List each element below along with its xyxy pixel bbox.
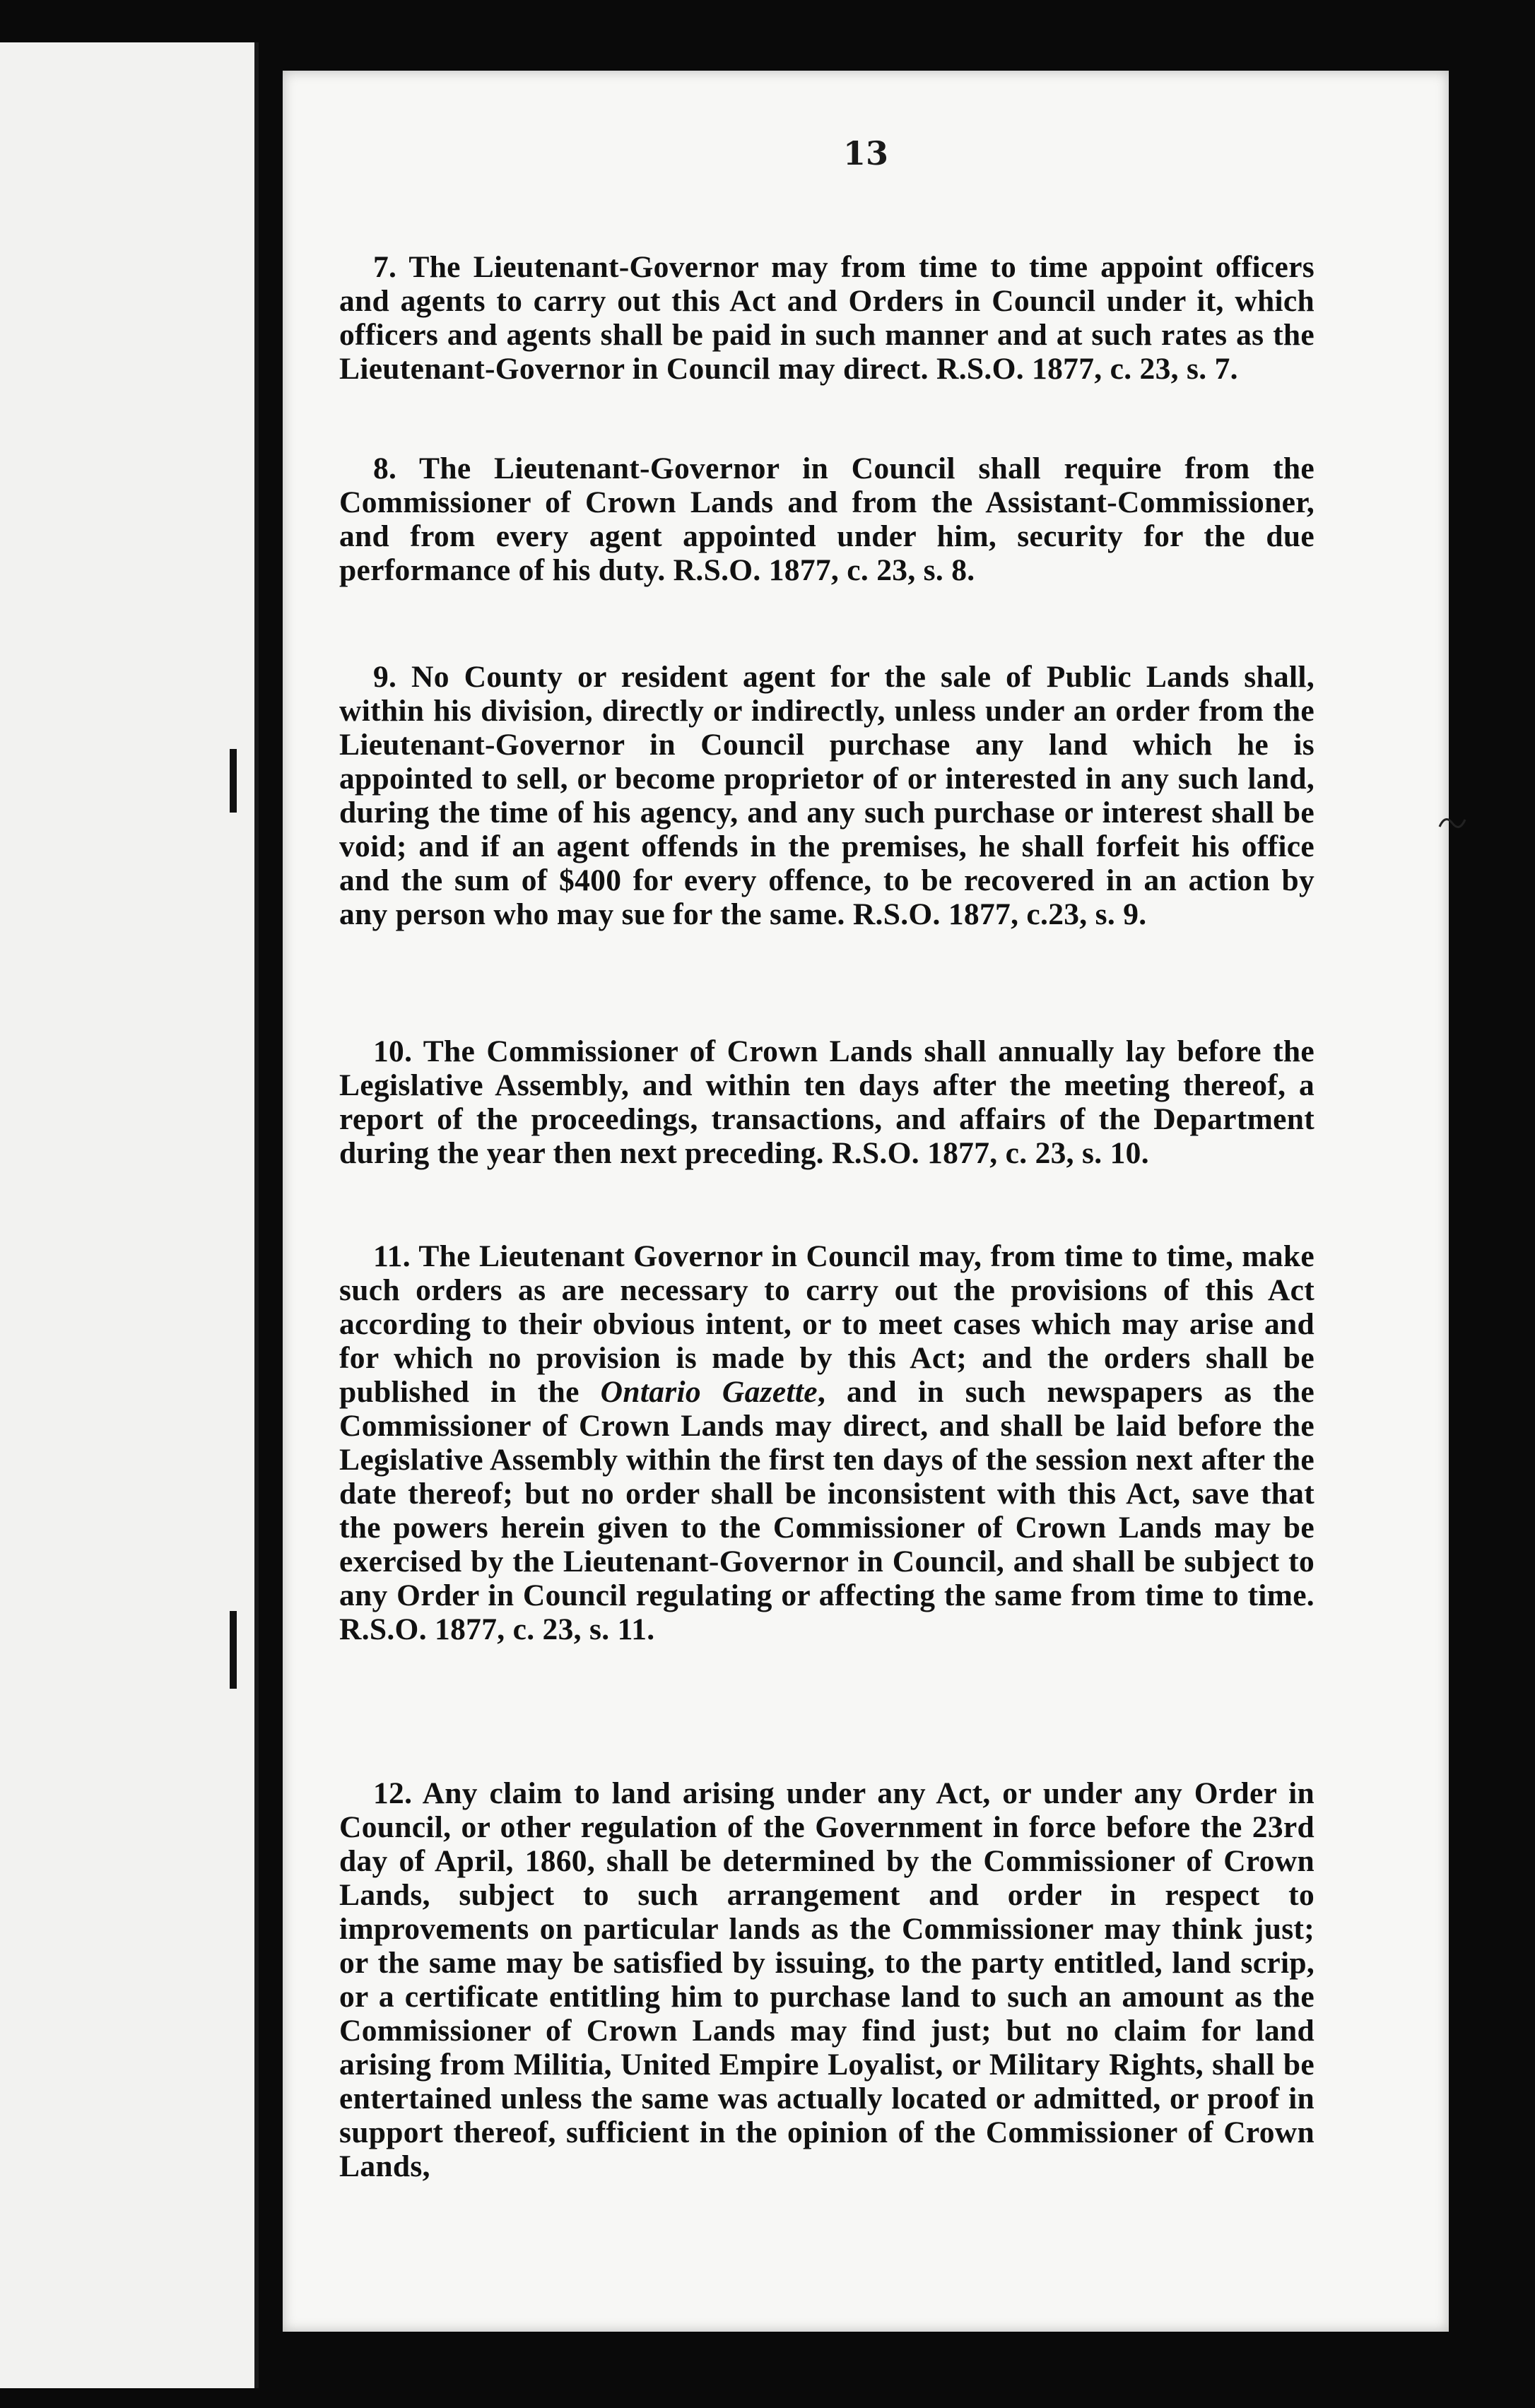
section-10: 10. The Commissioner of Crown Lands shall annually lay before the Legislative Assembly, and within ten days after the meeting thereof, a report of the proceedings, transactions, and affairs of the Department during the year then next preceding. R.S.O. 1877, c. 23, s. 10. <box>339 1034 1315 1170</box>
gazette-title: Ontario Gazette <box>600 1374 818 1409</box>
section-11 <box>339 1239 1315 1646</box>
section-11-text-after: , and in such newspapers as the Commissioner of Crown Lands may direct, and shall be laid before the Legislative Assembly within the first ten days of the session next after the date thereof; but no order shall be inconsistent with this Act, save that the powers herein given to the Commissioner of Crown Lands may be exercised by the Lieutenant-Governor in Council, and shall be subject to any Order in Council regulating or affecting the same from time to time. R.S.O. 1877, c. 23, s. 11. <box>339 1374 1315 1646</box>
section-11-text-before: 11. The Lieutenant Governor in Council may, from time to time, make such orders as are necessary to carry out the provisions of this Act according to their obvious intent, or to meet cases which may arise and for which no provision is made by this Act; and the orders shall be published in the <box>339 1239 1315 1409</box>
section-12: 12. Any claim to land arising under any Act, or under any Order in Council, or other regulation of the Government in force before the 23rd day of April, 1860, shall be determined by the Commissioner of Crown Lands, subject to such arrangement and order in respect to improvements on particular lands as the Commissioner may think just; or the same may be satisfied by issuing, to the party entitled, land scrip, or a certificate entitling him to purchase land to such an amount as the Commissioner of Crown Lands may find just; but no claim for land arising from Militia, United Empire Loyalist, or Military Rights, shall be entertained unless the same was actually located or admitted, or proof in support thereof, sufficient in the opinion of the Commissioner of Crown Lands, <box>339 1776 1315 2183</box>
scan-border <box>1493 0 1535 2408</box>
page-number: 13 <box>842 134 888 172</box>
binding-mark <box>230 1611 237 1689</box>
facing-page-edge <box>0 42 259 2388</box>
section-8: 8. The Lieutenant-Governor in Council shall require from the Commissioner of Crown Lands and from the Assistant-Commissioner, and from every agent appointed under him, security for the due performance of his duty. R.S.O. 1877, c. 23, s. 8. <box>339 451 1315 587</box>
margin-mark <box>1438 813 1466 834</box>
document-page <box>283 71 1449 2332</box>
section-7: 7. The Lieutenant-Governor may from time to time appoint officers and agents to carry out this Act and Orders in Council under it, which officers and agents shall be paid in such manner and at such rates as the Lieutenant-Governor in Council may direct. R.S.O. 1877, c. 23, s. 7. <box>339 249 1315 386</box>
binding-mark <box>230 749 237 813</box>
section-9: 9. No County or resident agent for the sale of Public Lands shall, within his division, directly or indirectly, unless under an order from the Lieutenant-Governor in Council purchase any land which he is appointed to sell, or become proprietor of or interested in any such land, during the time of his agency, and any such purchase or interest shall be void; and if an agent offends in the premises, he shall forfeit his office and the sum of $400 for every offence, to be recovered in an action by any person who may sue for the same. R.S.O. 1877, c.23, s. 9. <box>339 659 1315 931</box>
